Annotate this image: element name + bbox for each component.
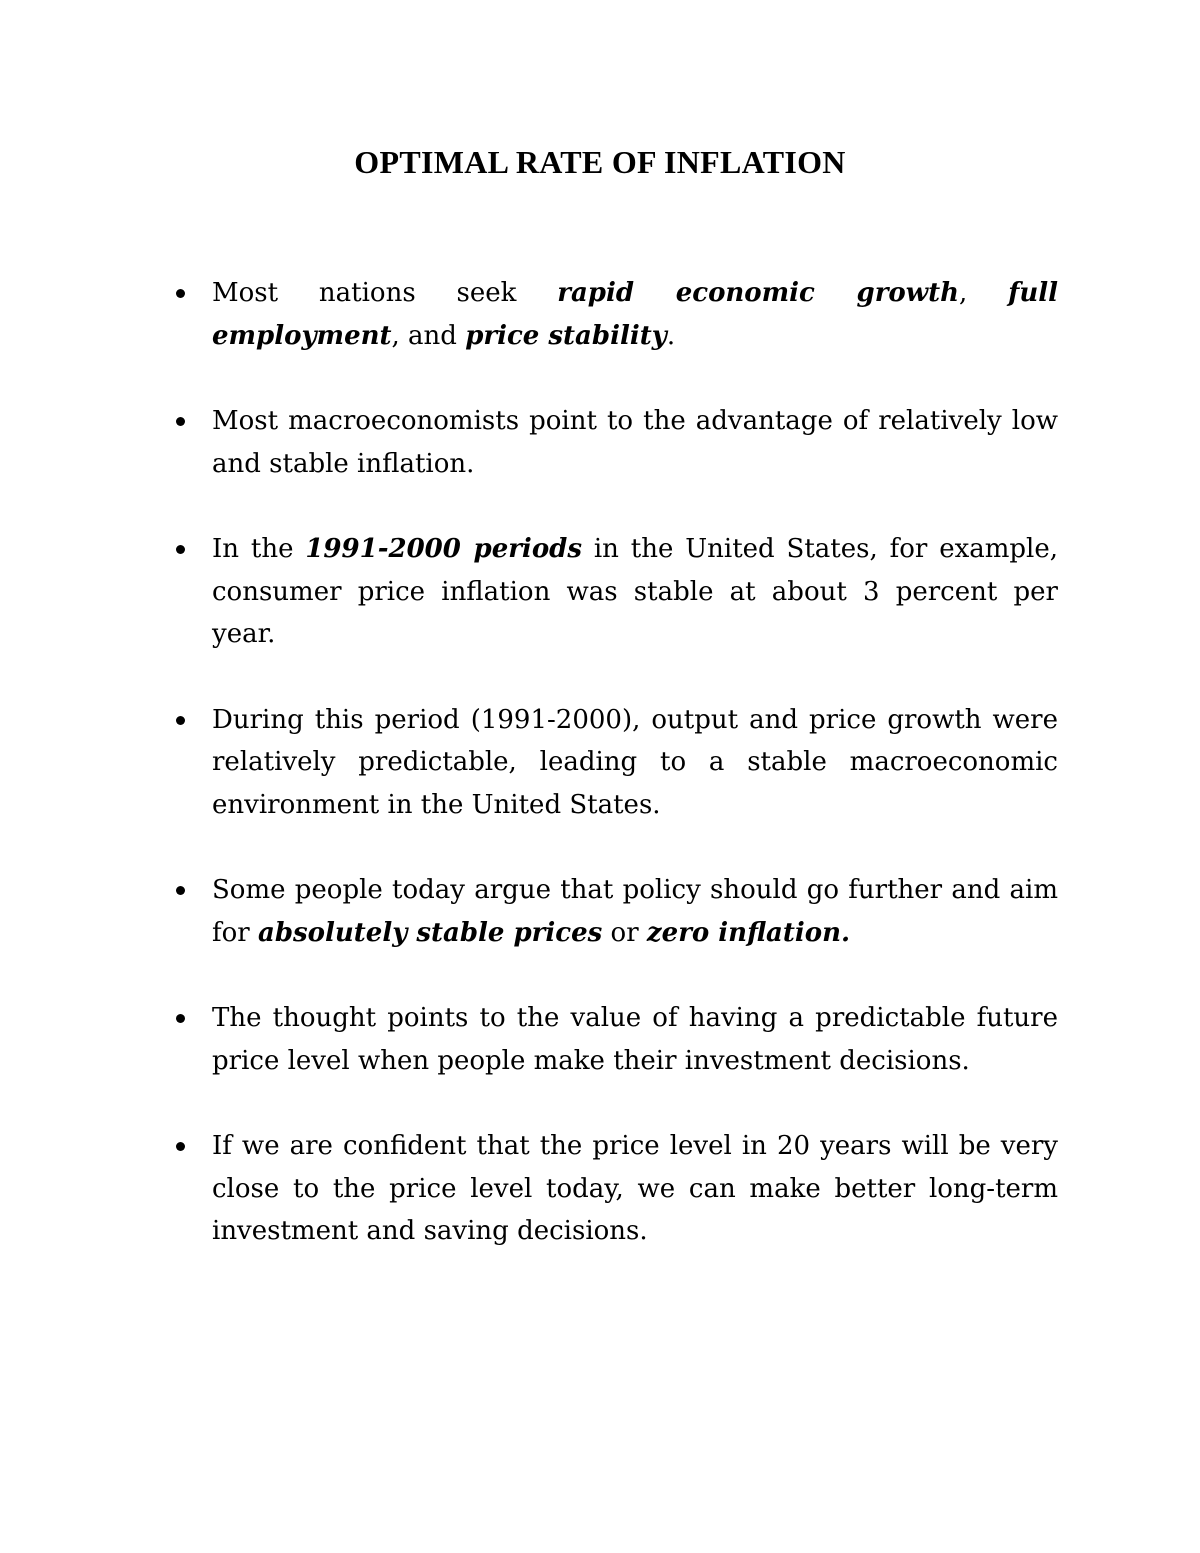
emphasized-phrase: 1991-2000 periods (305, 534, 582, 564)
bullet-segment: Most nations seek (212, 278, 558, 308)
bullet-list (212, 272, 1058, 1296)
bullet-dot-icon (176, 545, 185, 554)
emphasized-phrase: absolutely stable prices (257, 917, 603, 948)
bullet-dot-icon (176, 1142, 185, 1151)
bullet-segment: In the (212, 534, 306, 564)
bullet-segment: If we are confident that the price level in 20 years will be very close to the price level today, we can make better long-term investment and saving decisions. (212, 1131, 1058, 1246)
bullet-item (212, 869, 1058, 954)
bullet-dot-icon (176, 716, 185, 725)
emphasized-phrase: price stability (465, 320, 667, 351)
bullet-item (212, 1125, 1058, 1253)
bullet-item (212, 272, 1058, 357)
bullet-segment: in the United States, for example, consumer price inflation was stable at about 3 percent per year. (212, 534, 1059, 649)
bullet-item (212, 528, 1058, 656)
bullet-dot-icon (176, 1014, 185, 1023)
bullet-item (212, 997, 1058, 1082)
bullet-segment: Some people today argue that policy should go further and aim for (212, 875, 1058, 948)
bullet-segment: , (959, 278, 1009, 308)
emphasized-phrase: zero inflation. (646, 917, 851, 948)
bullet-dot-icon (176, 289, 185, 298)
bullet-item (212, 699, 1058, 827)
bullet-dot-icon (176, 886, 185, 895)
bullet-segment: or (602, 917, 647, 948)
emphasized-phrase: full employment (212, 278, 1058, 351)
bullet-item (212, 400, 1058, 485)
bullet-dot-icon (176, 417, 185, 426)
bullet-segment: Most macroeconomists point to the advantage of relatively low and stable inflation. (212, 406, 1058, 479)
bullet-segment: During this period (1991-2000), output and price growth were relatively predictable, leading to a stable macroeconomic environment in the United States. (212, 704, 1058, 820)
bullet-segment: The thought points to the value of having a predictable future price level when people make their investment decisions. (212, 1003, 1058, 1076)
bullet-segment: . (666, 320, 676, 351)
emphasized-phrase: rapid economic growth (557, 278, 960, 308)
page-title: OPTIMAL RATE OF INFLATION (354, 144, 846, 180)
bullet-segment: , and (391, 320, 466, 351)
